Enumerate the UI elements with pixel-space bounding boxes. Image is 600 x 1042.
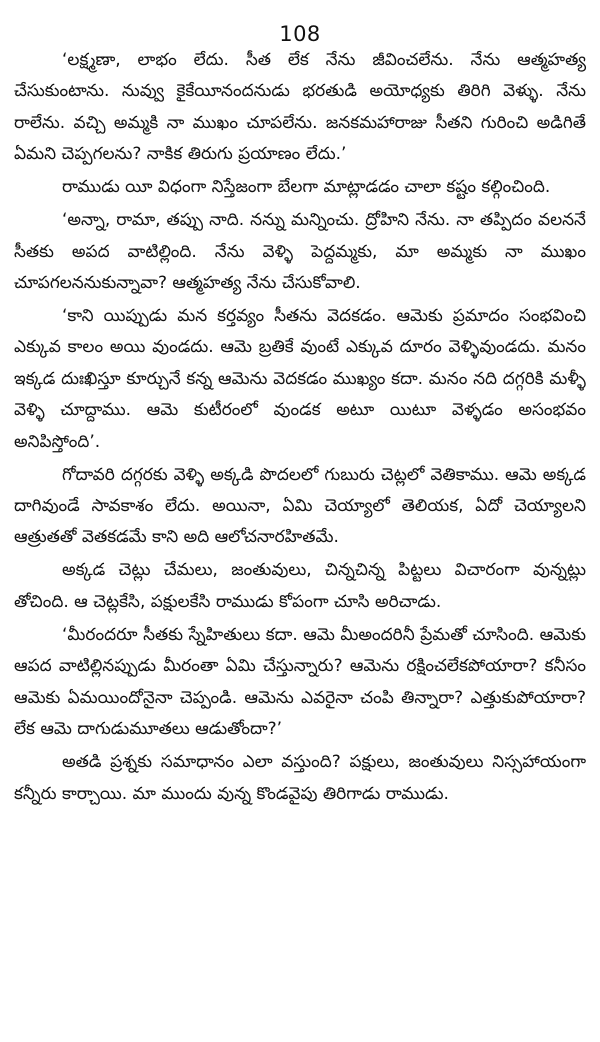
body-text: [14, 45, 586, 810]
paragraph: ‘అన్నా, రామా, తప్పు నాది. నన్ను మన్నించు. ద్రోహిని నేను. నా తప్పిదం వలననే సీతకు అపద వాటిల్లింది. నేను వెళ్ళి పెద్దమ్మకు, మా అమ్మకు నా ముఖం చూపగలననుకున్నావా? ఆత్మహత్య నేను చేసుకోవాలి.: [14, 210, 586, 294]
page-number: 108: [279, 22, 321, 46]
paragraph: రాముడు యీ విధంగా నిస్తేజంగా బేలగా మాట్లాడడం చాలా కష్టం కల్గించింది.: [62, 177, 551, 198]
paragraph: ‘మీరందరూ సీతకు స్నేహితులు కదా. ఆమె మీఅందరినీ ప్రేమతో చూసింది. ఆమెకు ఆపద వాటిల్లినప్పుడు మీరంతా ఏమి చేస్తున్నారు? ఆమెను రక్షించలేకపోయారా? కనీసం ఆమెకు ఏమయిందోనైనా చెప్పండి. ఆమెను ఎవరైనా చంపి తిన్నారా? ఎత్తుకుపోయారా? లేక ఆమె దాగుడుమూతలు ఆడుతోందా?’: [14, 624, 586, 740]
paragraph: గోదావరి దగ్గరకు వెళ్ళి అక్కడి పొదలలో గుబురు చెట్లలో వెతికాము. ఆమె అక్కడ దాగివుండే సావకాశం లేదు. అయినా, ఏమి చెయ్యాలో తెలియక, ఏదో చెయ్యాలని ఆత్రుతతో వెతకడమే కాని అది ఆలోచనారహితమే.: [14, 464, 586, 548]
paragraph: ‘కాని యిప్పుడు మన కర్తవ్యం సీతను వెదకడం. ఆమెకు ప్రమాదం సంభవించి ఎక్కువ కాలం అయి వుండదు. ఆమె బ్రతికే వుంటే ఎక్కువ దూరం వెళ్ళివుండదు. మనం ఇక్కడ దుఃఖిస్తూ కూర్చునే కన్న ఆమెను వెదకడం ముఖ్యం కదా. మనం నది దగ్గరికి మళ్ళీ వెళ్ళి చూద్దాము. ఆమె కుటీరంలో వుండక అటూ యిటూ వెళ్ళడం అసంభవం అనిపిస్తోంది’.: [14, 306, 586, 452]
paragraph: ‘లక్ష్మణా, లాభం లేదు. సీత లేక నేను జీవించలేను. నేను ఆత్మహత్య చేసుకుంటాను. నువ్వు కైకేయీనందనుడు భరతుడి అయోధ్యకు తిరిగి వెళ్ళు. నేను రాలేను. వచ్చి అమ్మకి నా ముఖం చూపలేను. జనకమహారాజు సీతని గురించి అడిగితే ఏమని చెప్పగలను? నాకిక తిరుగు ప్రయాణం లేదు.’: [14, 50, 586, 165]
paragraph: అతడి ప్రశ్నకు సమాధానం ఎలా వస్తుంది? పక్షులు, జంతువులు నిస్సహాయంగా కన్నీరు కార్చాయి. మా ముందు వున్న కొండవైపు తిరిగాడు రాముడు.: [14, 752, 586, 804]
paragraph: అక్కడ చెట్లు చేమలు, జంతువులు, చిన్నచిన్న పిట్టలు విచారంగా వున్నట్లు తోచింది. ఆ చెట్లకేసి, పక్షులకేసి రాముడు కోపంగా చూసి అరిచాడు.: [14, 560, 586, 612]
